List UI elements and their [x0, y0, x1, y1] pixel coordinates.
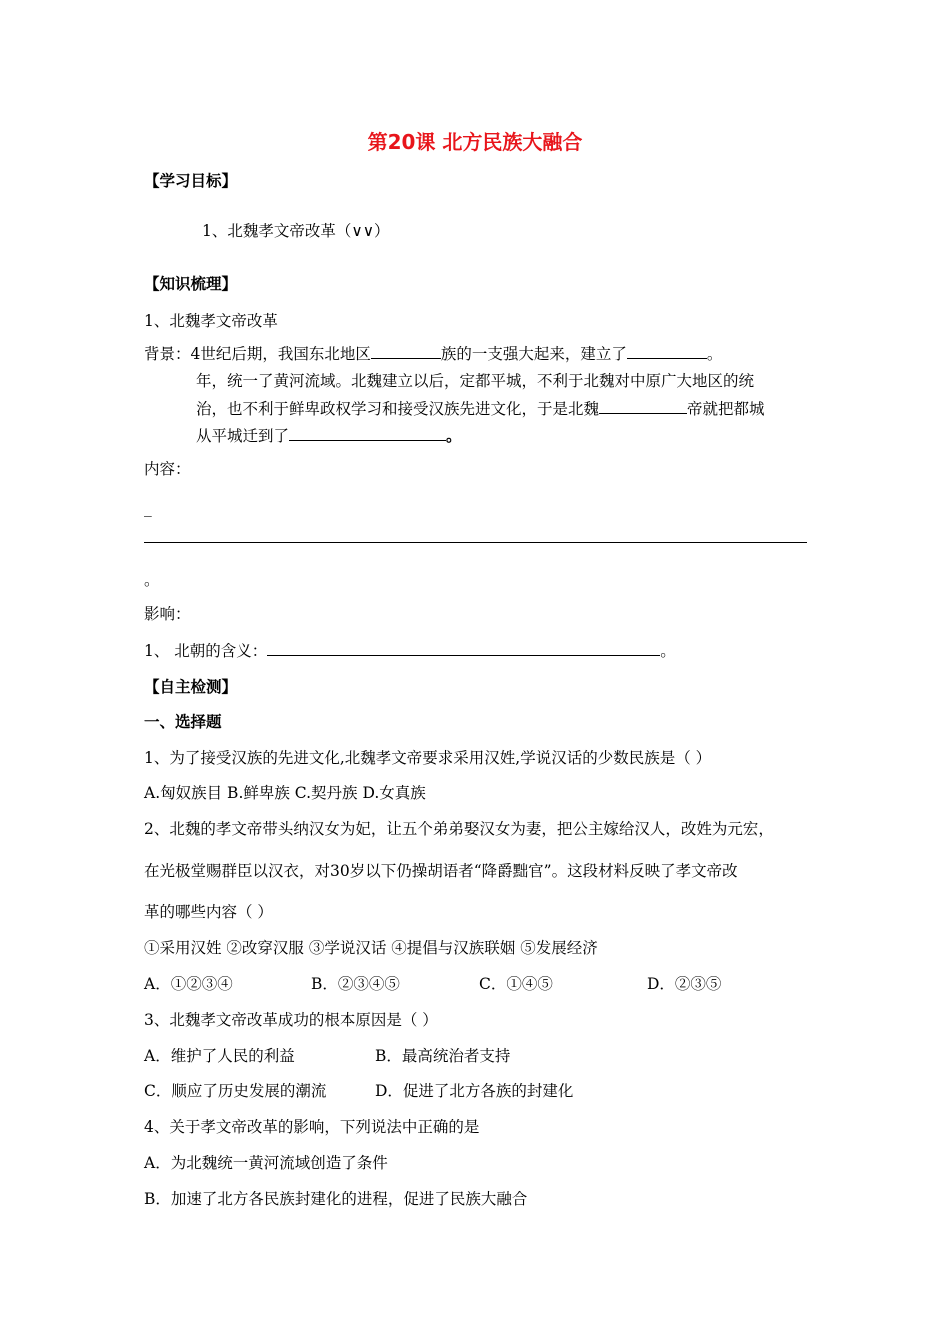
question-2-line-1: 2、北魏的孝文帝带头纳汉女为妃，让五个弟弟娶汉女为妻，把公主嫁给汉人，改姓为元宏， [144, 820, 774, 838]
blank-ethnic-group[interactable] [371, 343, 441, 359]
blank-new-capital[interactable] [289, 425, 446, 441]
background-line-4 [196, 425, 462, 446]
background-text: 族的一支强大起来，建立了 [440, 345, 627, 363]
blank-dynasty[interactable] [627, 343, 707, 359]
blank-emperor[interactable] [599, 398, 687, 414]
question-3-option-d: D．促进了北方各族的封建化 [375, 1082, 574, 1100]
background-line-1 [144, 343, 722, 364]
influence-label: 影响： [144, 605, 191, 623]
blank-beichao-meaning[interactable] [267, 640, 660, 656]
content-dash: _ [144, 499, 152, 517]
section-heading-self-check: 【自主检测】 [144, 678, 238, 696]
background-label: 背景：4世纪后期，我国东北地区 [144, 345, 371, 363]
question-4-option-b: B．加速了北方各民族封建化的进程，促进了民族大融合 [144, 1190, 528, 1208]
question-4: 4、关于孝文帝改革的影响，下列说法中正确的是 [144, 1118, 480, 1136]
period-mark: 。 [446, 427, 462, 445]
goal-item: 1、北魏孝文帝改革（∨∨） [202, 222, 390, 240]
question-2-option-c: C．①④⑤ [479, 975, 553, 993]
content-period: 。 [144, 571, 160, 589]
question-2-option-a: A．①②③④ [144, 975, 233, 993]
background-text: 治，也不利于鲜卑政权学习和接受汉族先进文化，于是北魏 [196, 400, 600, 418]
question-2-line-3: 革的哪些内容（ ） [144, 903, 273, 921]
section-heading-goals: 【学习目标】 [144, 172, 238, 190]
period-mark: 。 [706, 345, 723, 363]
question-3-option-b: B．最高统治者支持 [375, 1047, 511, 1065]
question-3: 3、北魏孝文帝改革成功的根本原因是（ ） [144, 1011, 438, 1029]
background-text: 从平城迁到了 [196, 427, 290, 445]
background-line-3 [196, 398, 765, 419]
page-title: 第20课 北方民族大融合 [367, 130, 583, 154]
question-1-options: A.匈奴族目 B.鲜卑族 C.契丹族 D.女真族 [144, 784, 426, 802]
background-line-2: 年，统一了黄河流域。北魏建立以后，定都平城，不利于北魏对中原广大地区的统 [196, 372, 755, 390]
content-answer-line[interactable] [144, 542, 807, 543]
knowledge-item-title: 1、北魏孝文帝改革 [144, 312, 278, 330]
question-type-heading: 一、选择题 [144, 713, 222, 731]
beichao-label: 1、 北朝的含义： [144, 642, 268, 660]
question-1: 1、为了接受汉族的先进文化,北魏孝文帝要求采用汉姓,学说汉话的少数民族是（ ） [144, 749, 712, 767]
question-4-option-a: A．为北魏统一黄河流域创造了条件 [144, 1154, 388, 1172]
period-mark: 。 [660, 642, 676, 660]
question-2-line-2: 在光极堂赐群臣以汉衣，对30岁以下仍操胡语者“降爵黜官”。这段材料反映了孝文帝改 [144, 862, 738, 880]
content-label: 内容： [144, 460, 191, 478]
beichao-line [144, 640, 676, 661]
background-text: 帝就把都城 [687, 400, 765, 418]
question-3-option-a: A．维护了人民的利益 [144, 1047, 295, 1065]
question-2-option-d: D．②③⑤ [647, 975, 722, 993]
section-heading-knowledge: 【知识梳理】 [144, 275, 238, 293]
question-2-items: ①采用汉姓 ②改穿汉服 ③学说汉话 ④提倡与汉族联姻 ⑤发展经济 [144, 939, 598, 957]
question-2-option-b: B．②③④⑤ [311, 975, 400, 993]
question-3-option-c: C．顺应了历史发展的潮流 [144, 1082, 327, 1100]
